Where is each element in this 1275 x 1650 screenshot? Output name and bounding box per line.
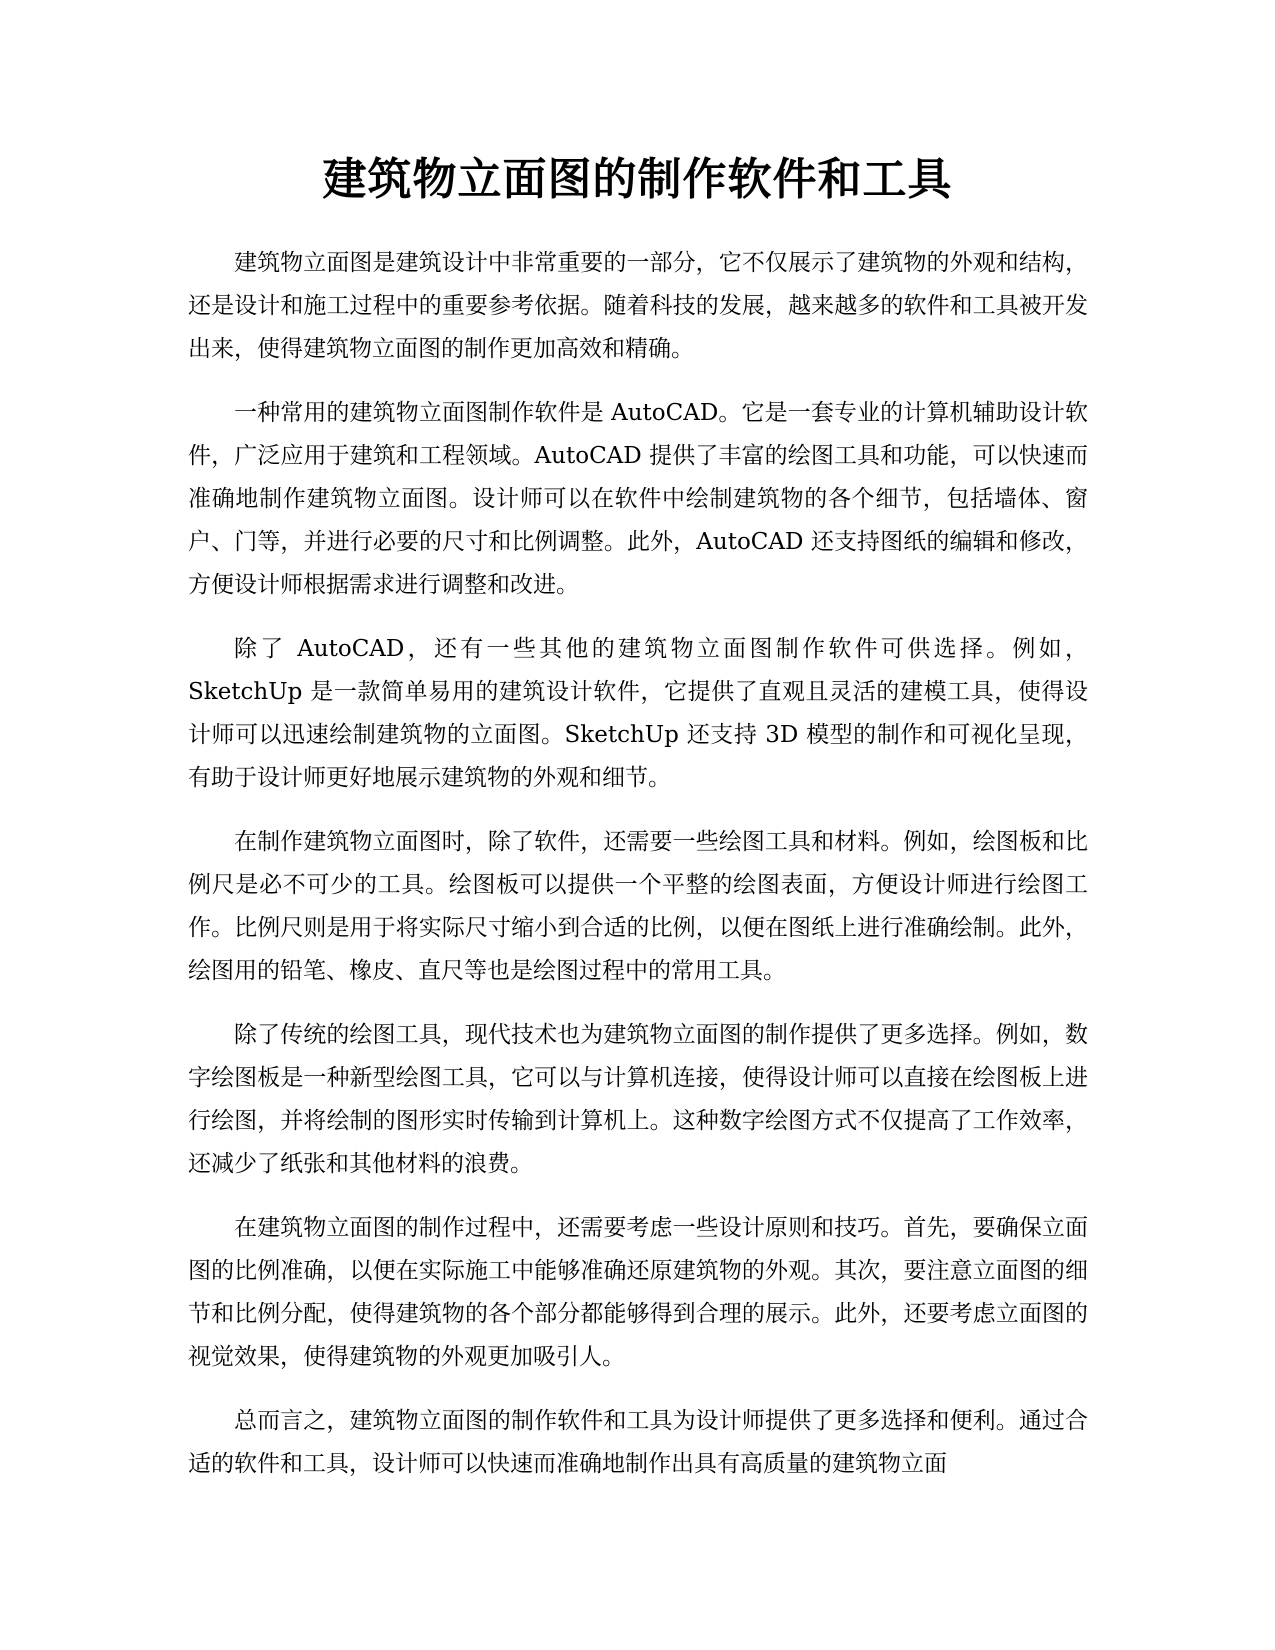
- paragraph-6: 在建筑物立面图的制作过程中，还需要考虑一些设计原则和技巧。首先，要确保立面图的比例准确，以便在实际施工中能够准确还原建筑物的外观。其次，要注意立面图的细节和比例分配，使得建筑物的各个部分都能够得到合理的展示。此外，还要考虑立面图的视觉效果，使得建筑物的外观更加吸引人。: [188, 1215, 1088, 1370]
- paragraph-3: 除了 AutoCAD，还有一些其他的建筑物立面图制作软件可供选择。例如，SketchUp 是一款简单易用的建筑设计软件，它提供了直观且灵活的建模工具，使得设计师可以迅速绘制建筑物的立面图。SketchUp 还支持 3D 模型的制作和可视化呈现，有助于设计师更好地展示建筑物的外观和细节。: [188, 636, 1088, 791]
- document-body: [188, 242, 1088, 1507]
- paragraph-5: 除了传统的绘图工具，现代技术也为建筑物立面图的制作提供了更多选择。例如，数字绘图板是一种新型绘图工具，它可以与计算机连接，使得设计师可以直接在绘图板上进行绘图，并将绘制的图形实时传输到计算机上。这种数字绘图方式不仅提高了工作效率，还减少了纸张和其他材料的浪费。: [188, 1022, 1088, 1177]
- document-title: 建筑物立面图的制作软件和工具: [322, 154, 953, 205]
- paragraph-2: 一种常用的建筑物立面图制作软件是 AutoCAD。它是一套专业的计算机辅助设计软件，广泛应用于建筑和工程领域。AutoCAD 提供了丰富的绘图工具和功能，可以快速而准确地制作建筑物立面图。设计师可以在软件中绘制建筑物的各个细节，包括墙体、窗户、门等，并进行必要的尺寸和比例调整。此外，AutoCAD 还支持图纸的编辑和修改，方便设计师根据需求进行调整和改进。: [188, 400, 1088, 598]
- paragraph-1: 建筑物立面图是建筑设计中非常重要的一部分，它不仅展示了建筑物的外观和结构，还是设计和施工过程中的重要参考依据。随着科技的发展，越来越多的软件和工具被开发出来，使得建筑物立面图的制作更加高效和精确。: [188, 250, 1088, 362]
- paragraph-7: 总而言之，建筑物立面图的制作软件和工具为设计师提供了更多选择和便利。通过合适的软件和工具，设计师可以快速而准确地制作出具有高质量的建筑物立面: [188, 1408, 1088, 1477]
- paragraph-4: 在制作建筑物立面图时，除了软件，还需要一些绘图工具和材料。例如，绘图板和比例尺是必不可少的工具。绘图板可以提供一个平整的绘图表面，方便设计师进行绘图工作。比例尺则是用于将实际尺寸缩小到合适的比例，以便在图纸上进行准确绘制。此外，绘图用的铅笔、橡皮、直尺等也是绘图过程中的常用工具。: [188, 829, 1088, 984]
